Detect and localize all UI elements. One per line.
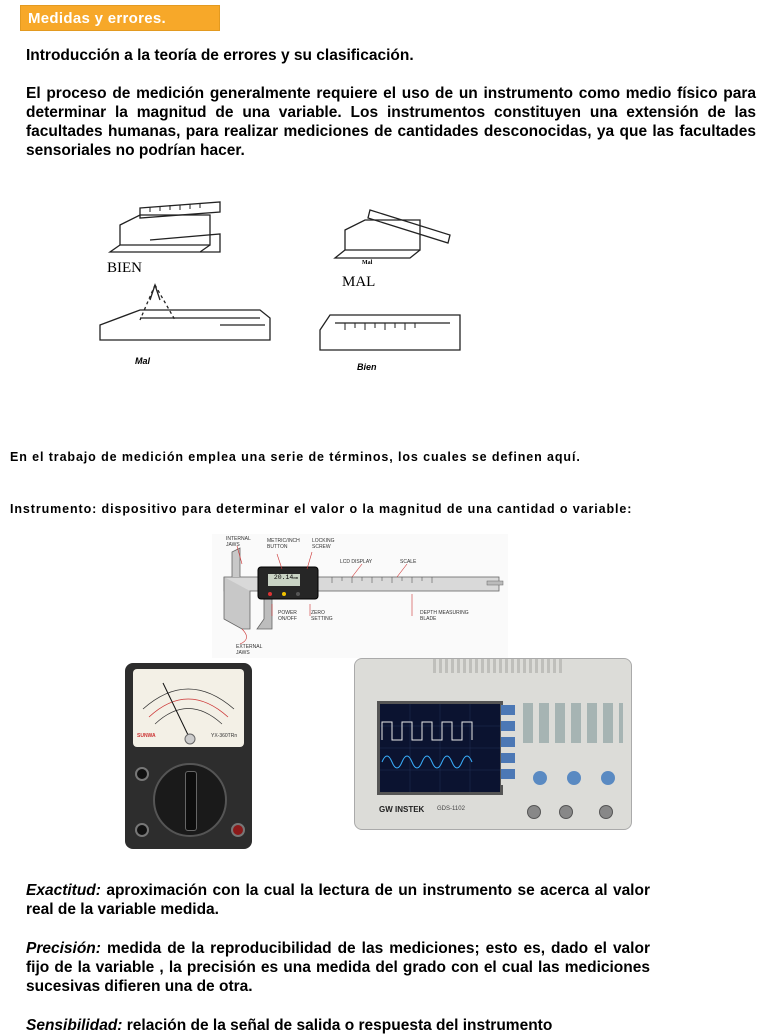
label-bien-bottom: Bien xyxy=(357,362,377,372)
caliper-label-power: POWER ON/OFF xyxy=(278,610,297,622)
label-mal-top: MAL xyxy=(342,274,376,290)
term-exactitud: Exactitud: xyxy=(26,882,101,899)
oscilloscope-knob-1 xyxy=(533,771,547,785)
caliper-label-external-jaws: EXTERNAL JAWS xyxy=(236,644,263,656)
multimeter-image xyxy=(125,663,252,849)
reading-figure xyxy=(80,190,470,380)
text-precision: medida de la reproducibilidad de las mediciones; esto es, dado el valor fijo de la variable , la precisión es una medida del grado con el cual las mediciones sucesivas difieren una de otra. xyxy=(26,940,650,995)
section-badge: Medidas y errores. xyxy=(20,5,220,31)
text-sensibilidad: relación de la señal de salida o respuesta del instrumento xyxy=(122,1017,553,1034)
multimeter-knob-pointer xyxy=(185,771,197,831)
term-precision: Precisión: xyxy=(26,940,101,957)
caliper-label-locking-screw: LOCKING SCREW xyxy=(312,538,335,550)
intro-title: Introducción a la teoría de errores y su clasificación. xyxy=(26,47,414,64)
label-mal-bottom: Mal xyxy=(135,356,151,366)
intro-paragraph: El proceso de medición generalmente requiere el uso de un instrumento como medio físico para determinar la magnitud de una variable. Los instrumentos constituyen una extensión de las facultades humanas, para realizar mediciones de cantidades desconocidas, ya que las facultades sensoriales no podrían hacer. xyxy=(26,85,756,159)
caliper-label-depth: DEPTH MEASURING BLADE xyxy=(420,610,469,622)
reading-figure-svg xyxy=(80,190,470,380)
definition-sensibilidad xyxy=(26,1016,650,1034)
oscilloscope-bnc-1 xyxy=(527,805,541,819)
label-mal-top-small: Mal xyxy=(362,260,373,266)
oscilloscope-brand: GW INSTEK xyxy=(379,805,425,814)
terms-intro: En el trabajo de medición emplea una serie de términos, los cuales se definen aquí. xyxy=(10,450,581,464)
oscilloscope-waveform-svg xyxy=(380,704,500,792)
multimeter-dial-face xyxy=(133,669,244,747)
caliper-label-metric-inch: METRIC/INCH BUTTON xyxy=(267,538,300,550)
caliper-label-zero: ZERO SETTING xyxy=(311,610,333,622)
oscilloscope-bnc-3 xyxy=(599,805,613,819)
oscilloscope-vent xyxy=(433,659,563,673)
oscilloscope-buttons xyxy=(523,703,623,743)
multimeter-model: YX-360TRn xyxy=(211,733,238,739)
caliper-display: 20.14mm xyxy=(273,574,299,581)
oscilloscope-model: GDS-1102 xyxy=(437,806,465,812)
definition-precision xyxy=(26,939,650,996)
oscilloscope-screen xyxy=(377,701,503,795)
multimeter-jack-right xyxy=(231,823,245,837)
oscilloscope-knob-3 xyxy=(601,771,615,785)
text-exactitud: aproximación con la cual la lectura de un instrumento se acerca al valor real de la variable medida. xyxy=(26,882,650,918)
oscilloscope-body xyxy=(354,658,632,830)
caliper-diagram xyxy=(212,534,508,658)
caliper-label-scale: SCALE xyxy=(400,559,417,565)
multimeter-selector-knob xyxy=(153,763,227,837)
term-sensibilidad: Sensibilidad: xyxy=(26,1017,123,1034)
oscilloscope-softkeys xyxy=(501,705,515,785)
oscilloscope-image xyxy=(340,650,640,833)
multimeter-brand: SUNWA xyxy=(137,733,156,739)
label-bien-top: BIEN xyxy=(107,260,142,276)
instrument-definition: Instrumento: dispositivo para determinar el valor o la magnitud de una cantidad o variable: xyxy=(10,502,633,516)
caliper-svg xyxy=(212,534,508,658)
caliper-label-lcd: LCD DISPLAY xyxy=(340,559,373,565)
multimeter-jack-left xyxy=(135,823,149,837)
multimeter-adj-screw xyxy=(135,767,149,781)
oscilloscope-knob-2 xyxy=(567,771,581,785)
definition-exactitud xyxy=(26,881,650,919)
oscilloscope-bnc-2 xyxy=(559,805,573,819)
caliper-label-internal-jaws: INTERNAL JAWS xyxy=(226,536,251,548)
